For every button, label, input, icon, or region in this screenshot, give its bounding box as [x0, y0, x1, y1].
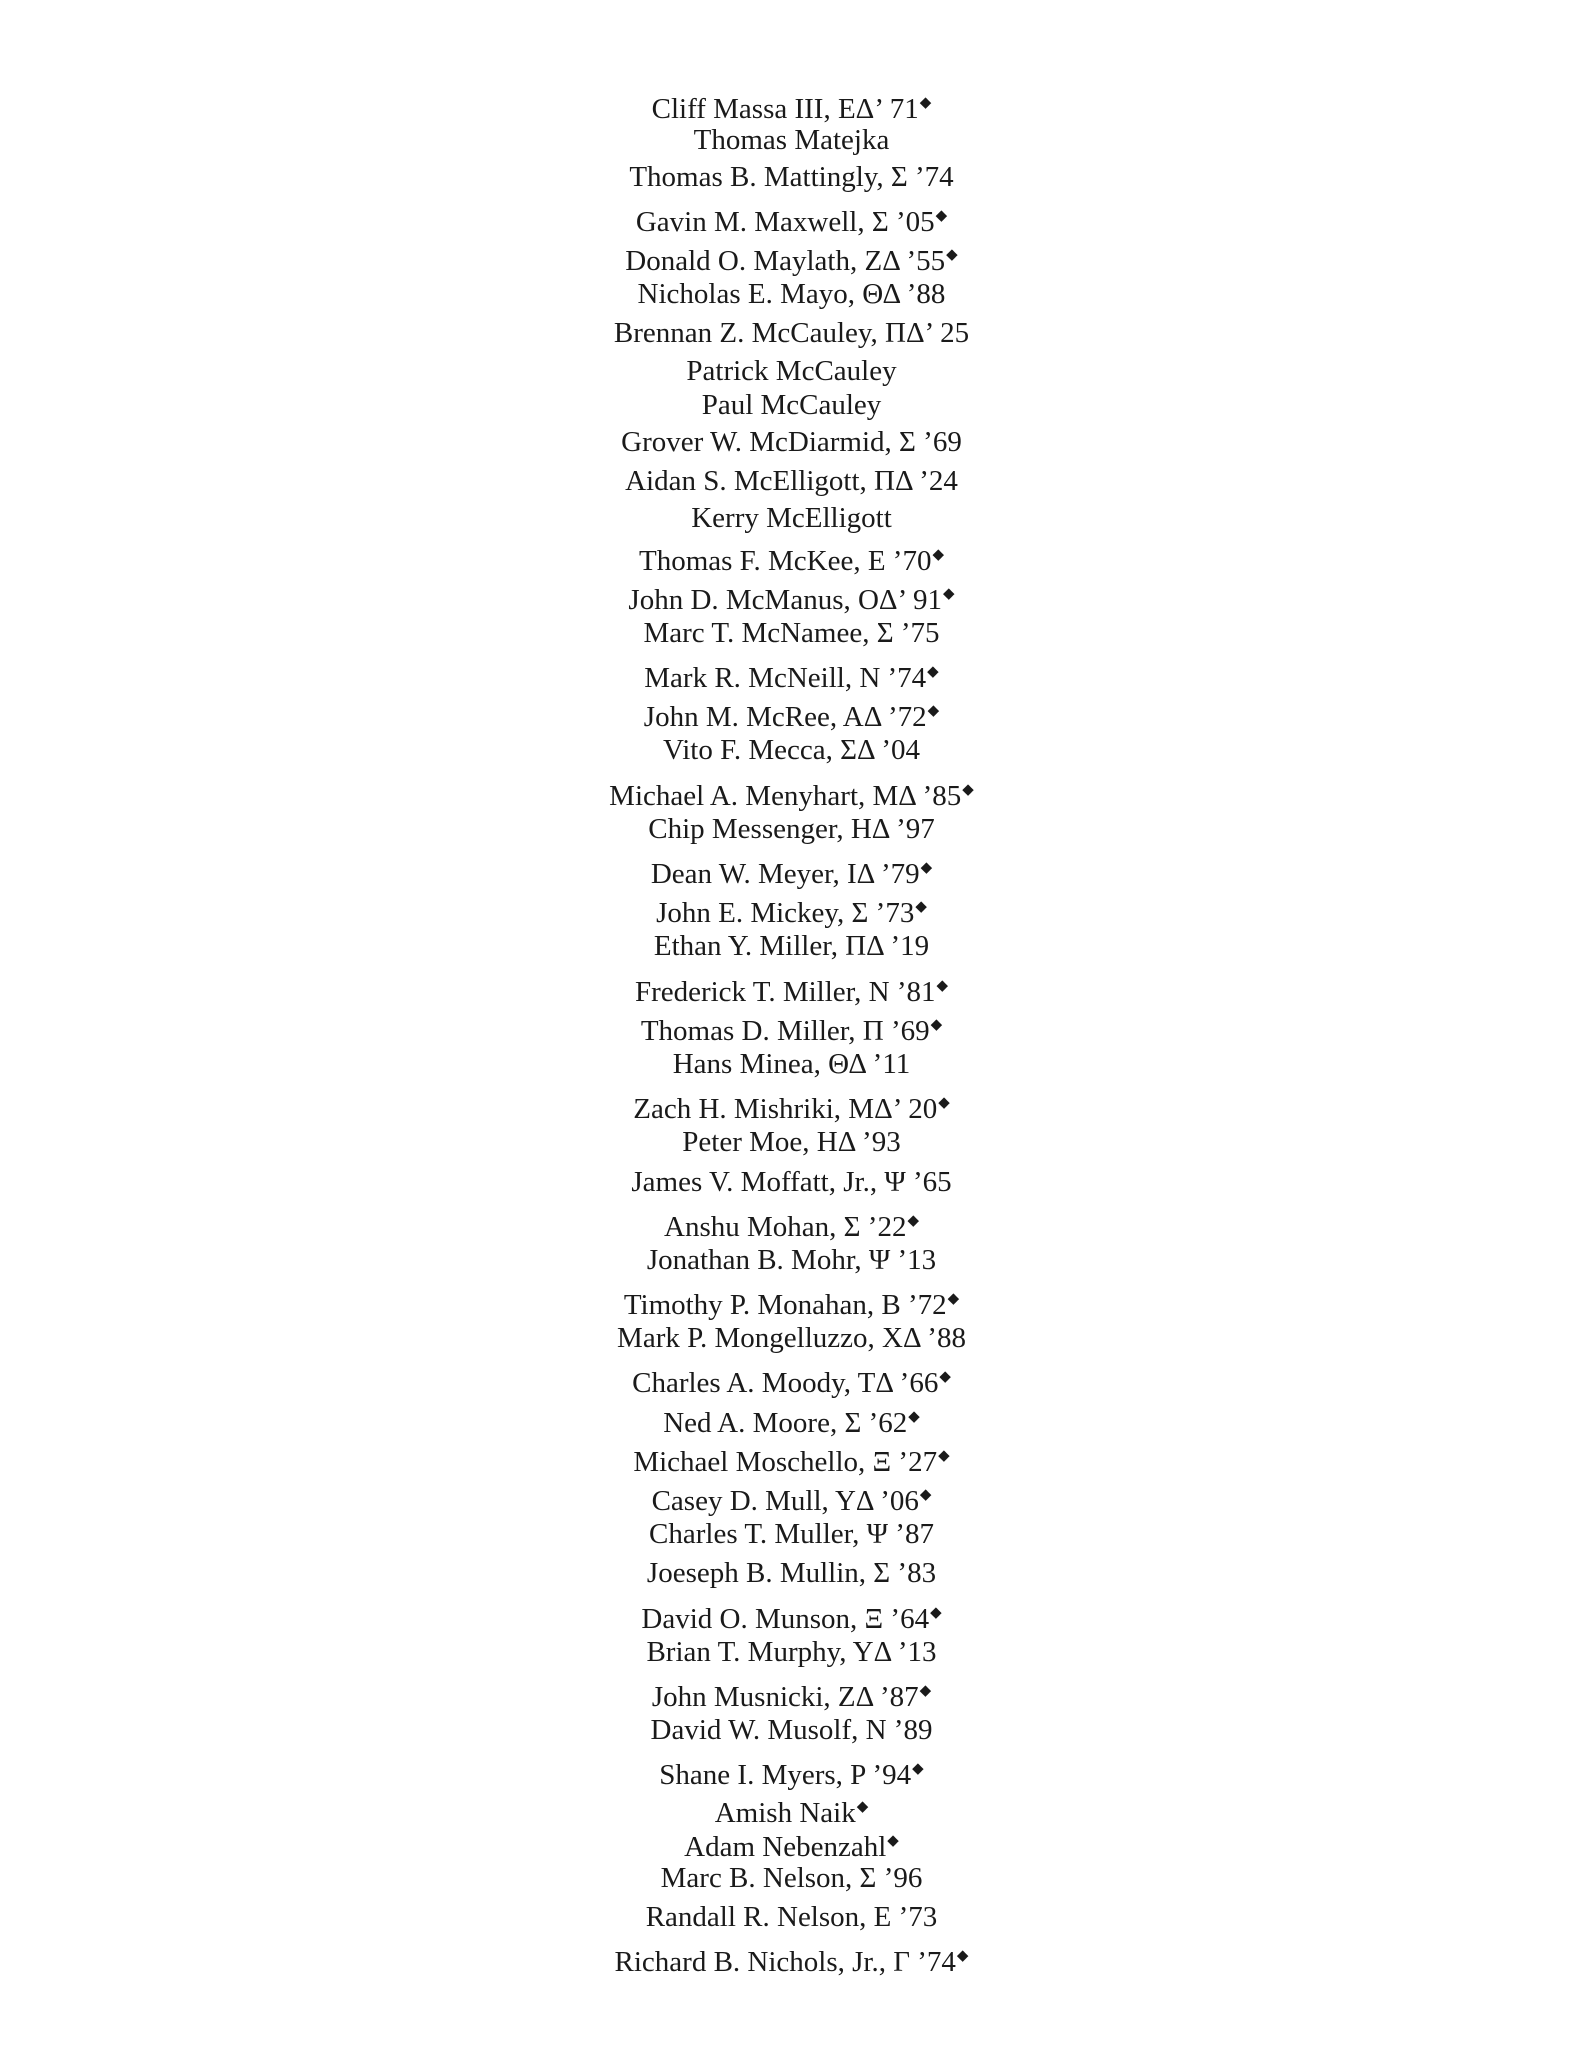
name-text: John M. McRee, AΔ ’72 [643, 701, 927, 734]
list-item [0, 692, 1583, 734]
bullet-mark: ◆ [908, 1408, 920, 1425]
name-text: Vito F. Mecca, ΣΔ ’04 [663, 734, 920, 767]
list-item [0, 197, 1583, 236]
bullet-mark: ◆ [932, 546, 944, 563]
bullet-mark: ◆ [919, 1682, 932, 1699]
list-item [0, 614, 1583, 653]
list-item [0, 1750, 1583, 1792]
name-text: Richard B. Nichols, Jr., Γ ’74 [614, 1945, 956, 1978]
name-text: Patrick McCauley [686, 354, 897, 387]
name-text: Hans Minea, ΘΔ ’11 [672, 1047, 911, 1080]
name-text: Mark P. Mongelluzzo, XΔ ’88 [617, 1322, 966, 1355]
name-text: Joeseph B. Mullin, Σ ’83 [646, 1557, 937, 1590]
list-item [0, 462, 1583, 501]
list-item [0, 354, 1583, 389]
name-text: Brennan Z. McCauley, ΠΔ’ 25 [613, 317, 970, 350]
name-text: Anshu Mohan, Σ ’22 [664, 1210, 907, 1243]
name-text: Charles T. Muller, Ψ ’87 [649, 1518, 934, 1551]
bullet-mark: ◆ [956, 1947, 969, 1964]
name-text: James V. Moffatt, Jr., Ψ ’65 [631, 1165, 952, 1198]
name-text: Cliff Massa III, EΔ’ 71 [651, 93, 919, 125]
list-item [0, 731, 1583, 770]
name-text: Nicholas E. Mayo, ΘΔ ’88 [637, 278, 946, 311]
name-text: Chip Messenger, HΔ ’97 [648, 812, 935, 845]
bullet-mark: ◆ [938, 1447, 950, 1464]
bullet-mark: ◆ [947, 1291, 960, 1308]
list-item [0, 84, 1583, 123]
list-item [0, 1633, 1583, 1672]
list-item [0, 1898, 1583, 1937]
list-item [0, 158, 1583, 197]
list-item [0, 1594, 1583, 1633]
list-item [0, 1006, 1583, 1045]
list-item [0, 1241, 1583, 1280]
list-item [0, 423, 1583, 462]
bullet-mark: ◆ [907, 1212, 919, 1229]
list-item [0, 1824, 1583, 1863]
name-text: Ethan Y. Miller, ΠΔ ’19 [653, 930, 930, 963]
name-text: Zach H. Mishriki, MΔ’ 20 [633, 1093, 938, 1126]
list-item [0, 388, 1583, 423]
list-item [0, 275, 1583, 314]
name-text: Thomas F. McKee, E ’70 [639, 544, 932, 577]
list-item [0, 236, 1583, 278]
name-text: Casey D. Mull, YΔ ’06 [651, 1485, 919, 1517]
list-item [0, 888, 1583, 930]
list-item [0, 536, 1583, 575]
name-text: Charles A. Moody, TΔ ’66 [632, 1367, 939, 1400]
name-text: Thomas Matejka [693, 124, 890, 157]
list-item [0, 1123, 1583, 1162]
list-item [0, 1437, 1583, 1476]
name-text: Mark R. McNeill, N ’74 [644, 662, 927, 695]
name-text: David O. Munson, Ξ ’64 [641, 1602, 930, 1635]
bullet-mark: ◆ [930, 1016, 943, 1033]
list-item [0, 771, 1583, 810]
list-item [0, 967, 1583, 1006]
list-item [0, 1711, 1583, 1750]
name-text: Michael Moschello, Ξ ’27 [633, 1445, 938, 1478]
list-item [0, 1045, 1583, 1084]
bullet-mark: ◆ [927, 664, 939, 681]
name-text: Jonathan B. Mohr, Ψ ’13 [646, 1243, 937, 1276]
bullet-mark: ◆ [930, 1604, 942, 1621]
list-item [0, 1398, 1583, 1437]
list-item [0, 653, 1583, 695]
name-text: Amish Naik [714, 1796, 856, 1829]
list-item [0, 1672, 1583, 1711]
name-text: John E. Mickey, Σ ’73 [656, 897, 915, 930]
bullet-mark: ◆ [939, 1369, 951, 1386]
list-item [0, 1515, 1583, 1554]
name-text: Thomas B. Mattingly, Σ ’74 [629, 160, 954, 193]
list-item [0, 575, 1583, 614]
name-text: Gavin M. Maxwell, Σ ’05 [635, 205, 935, 238]
bullet-mark: ◆ [919, 95, 932, 111]
name-text: Thomas D. Miller, Π ’69 [640, 1014, 930, 1047]
bullet-mark: ◆ [887, 1833, 899, 1849]
list-item [0, 1937, 1583, 1976]
bullet-mark: ◆ [912, 1761, 924, 1778]
list-item [0, 1790, 1583, 1829]
name-text: David W. Musolf, N ’89 [650, 1714, 933, 1747]
bullet-mark: ◆ [936, 977, 949, 994]
name-text: Brian T. Murphy, YΔ ’13 [646, 1635, 937, 1668]
list-item [0, 1358, 1583, 1400]
name-text: Shane I. Myers, P ’94 [659, 1759, 912, 1792]
list-item [0, 1554, 1583, 1593]
bullet-mark: ◆ [927, 703, 940, 720]
name-text: Timothy P. Monahan, B ’72 [623, 1289, 947, 1322]
name-text: Peter Moe, HΔ ’93 [682, 1126, 901, 1159]
name-text: Michael A. Menyhart, MΔ ’85 [609, 779, 962, 812]
bullet-mark: ◆ [919, 1487, 932, 1503]
name-text: Dean W. Meyer, IΔ ’79 [650, 858, 920, 890]
bullet-mark: ◆ [962, 781, 974, 798]
list-item [0, 1163, 1583, 1202]
name-text: Marc T. McNamee, Σ ’75 [643, 616, 940, 649]
bullet-mark: ◆ [938, 1095, 950, 1112]
name-list [0, 84, 1583, 1976]
name-text: John Musnicki, ZΔ ’87 [651, 1680, 919, 1713]
list-item [0, 1202, 1583, 1241]
name-text: John D. McManus, OΔ’ 91 [628, 583, 943, 616]
name-text: Paul McCauley [701, 389, 882, 422]
list-item [0, 810, 1583, 849]
name-text: Ned A. Moore, Σ ’62 [663, 1406, 908, 1439]
name-text: Marc B. Nelson, Σ ’96 [660, 1861, 923, 1894]
bullet-mark: ◆ [915, 899, 927, 916]
name-text: Grover W. McDiarmid, Σ ’69 [621, 425, 962, 458]
bullet-mark: ◆ [946, 247, 958, 264]
list-item [0, 927, 1583, 966]
list-item [0, 1859, 1583, 1898]
list-item [0, 1280, 1583, 1322]
bullet-mark: ◆ [943, 585, 955, 602]
name-text: Frederick T. Miller, N ’81 [634, 975, 936, 1008]
name-text: Aidan S. McElligott, ΠΔ ’24 [625, 464, 958, 497]
list-item [0, 849, 1583, 888]
bullet-mark: ◆ [920, 860, 933, 876]
bullet-mark: ◆ [856, 1798, 869, 1815]
list-item [0, 501, 1583, 536]
bullet-mark: ◆ [935, 207, 948, 224]
name-text: Kerry McElligott [691, 502, 892, 534]
name-text: Adam Nebenzahl [684, 1831, 887, 1863]
name-text: Donald O. Maylath, ZΔ ’55 [625, 245, 946, 278]
list-item [0, 314, 1583, 353]
list-item [0, 123, 1583, 158]
list-item [0, 1476, 1583, 1515]
name-text: Randall R. Nelson, E ’73 [645, 1900, 938, 1933]
list-item [0, 1319, 1583, 1358]
list-item [0, 1084, 1583, 1126]
